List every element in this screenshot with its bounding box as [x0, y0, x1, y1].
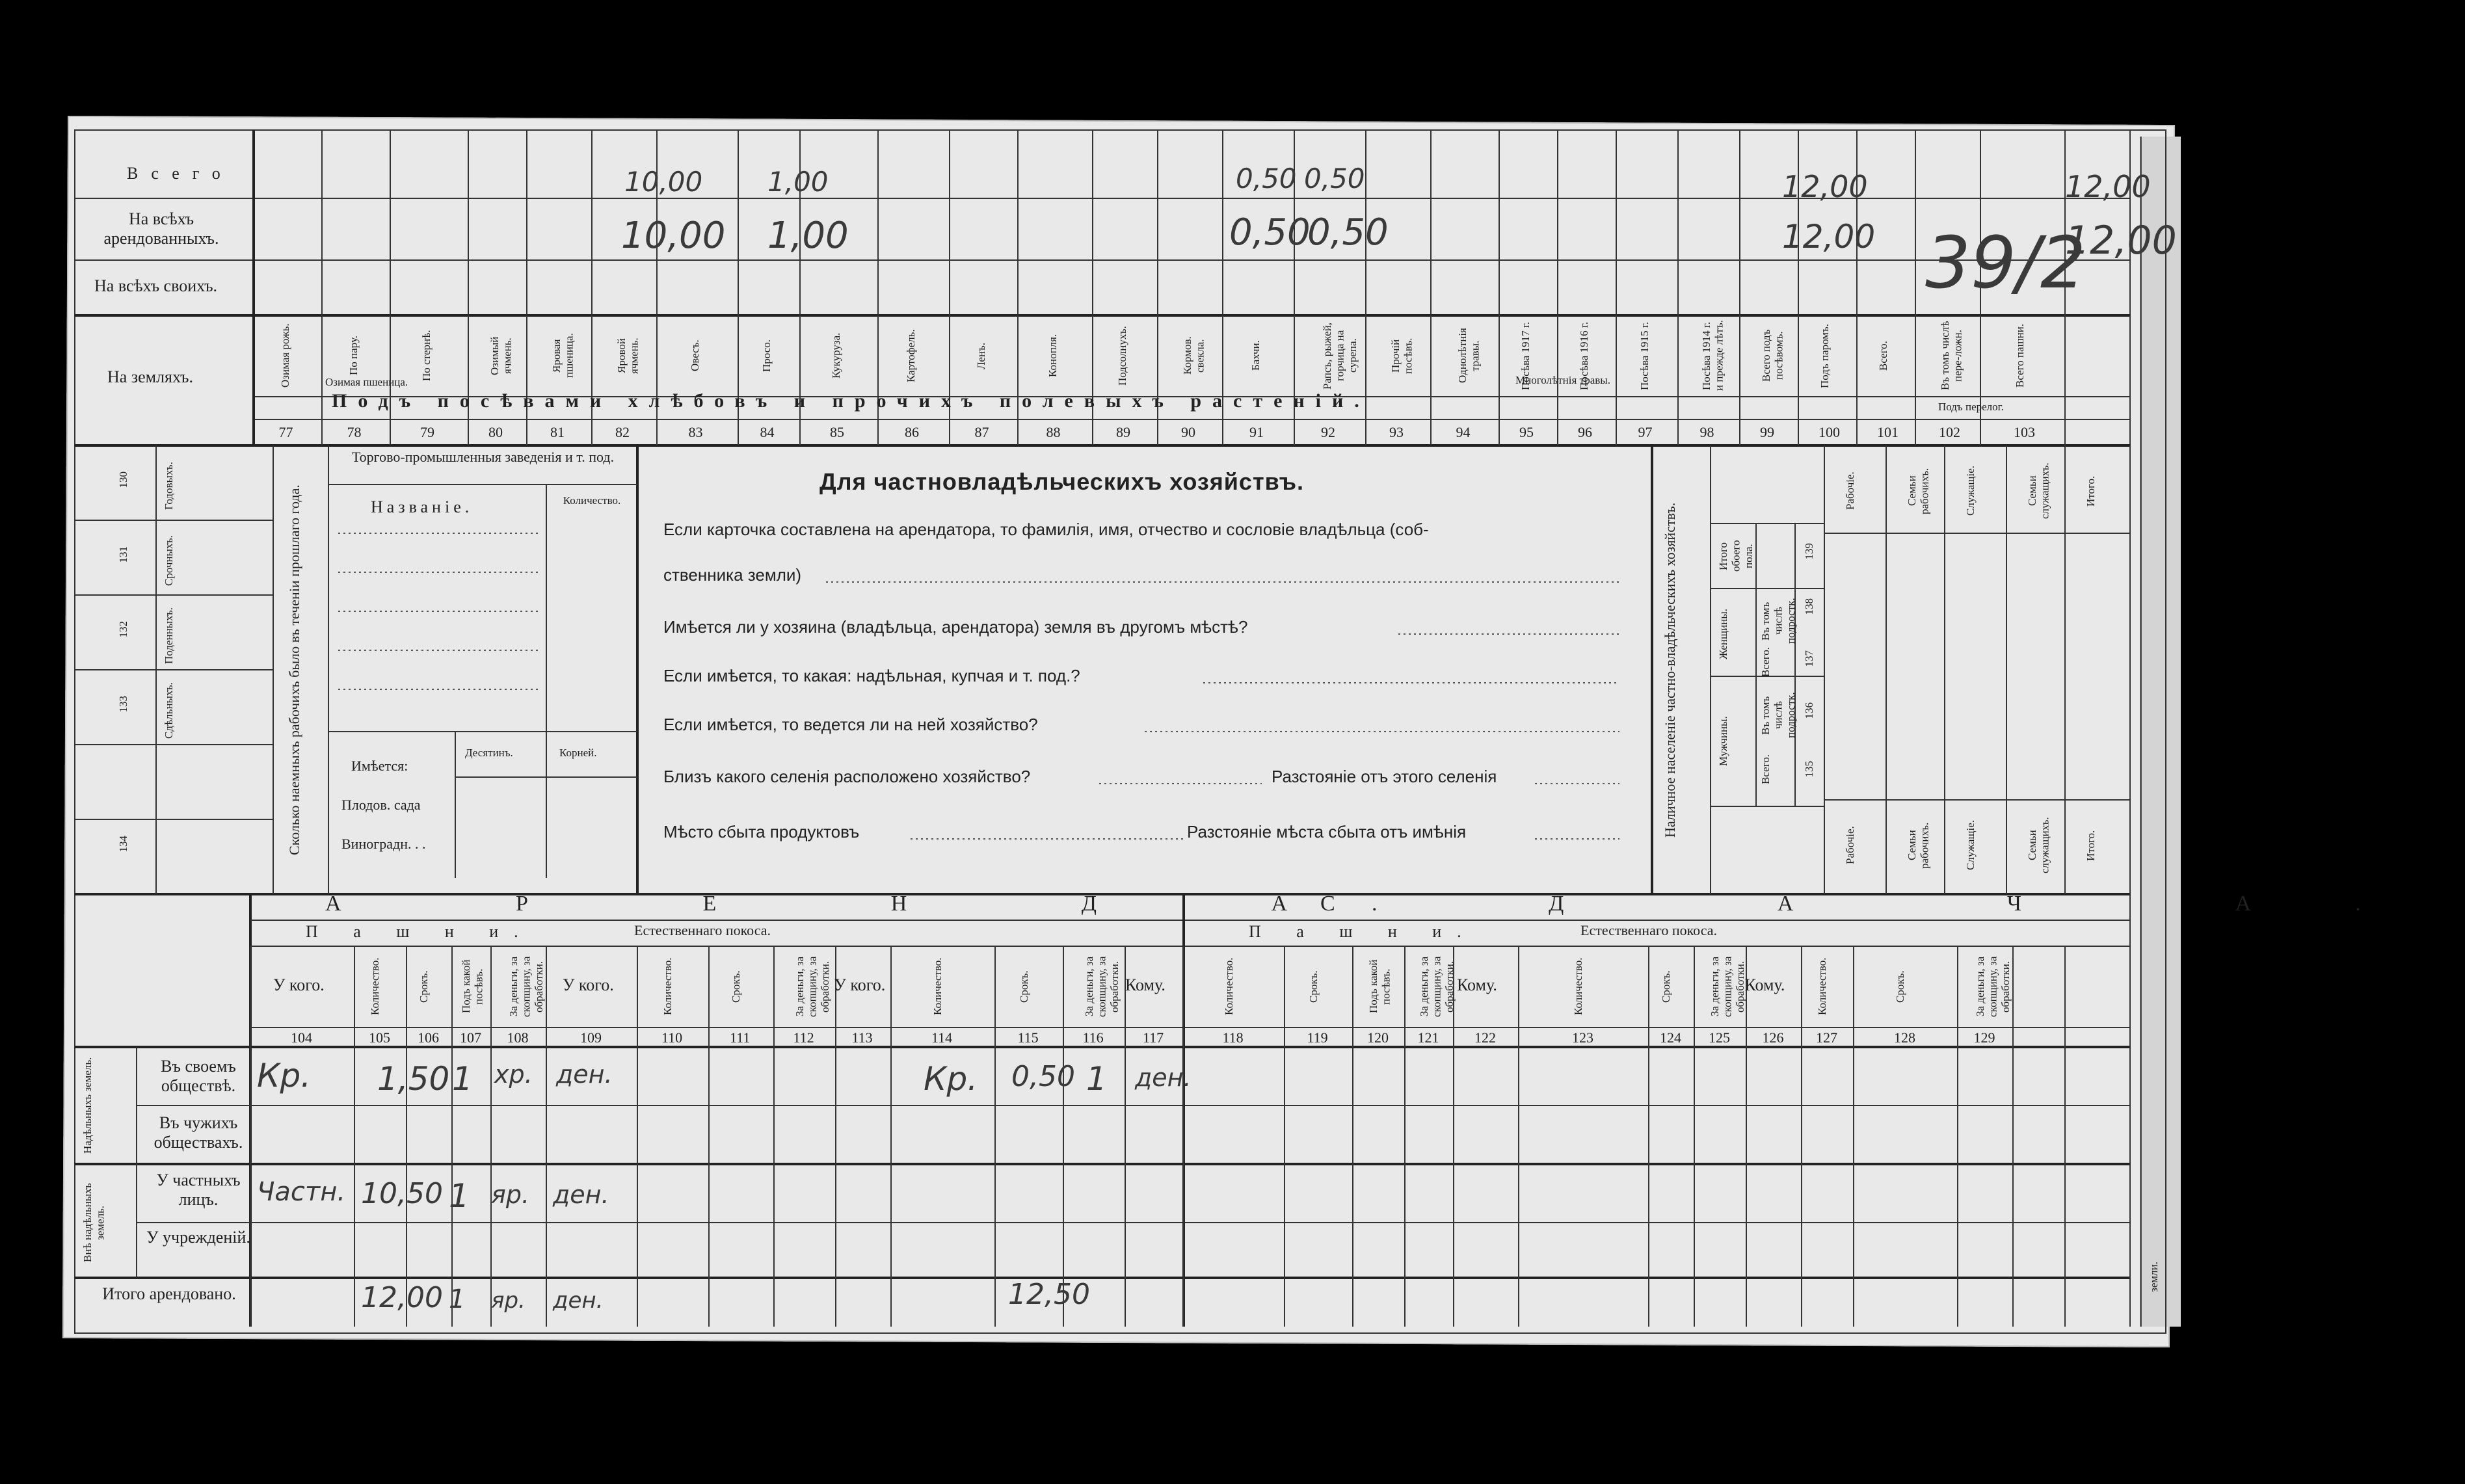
top-col-number: 82: [615, 424, 630, 440]
crop-header: Овесъ.: [688, 339, 701, 372]
lease-col-header: За деньги, за скопщину, за обработки.: [1082, 956, 1121, 1017]
lease-col-number: 114: [931, 1029, 953, 1046]
top-col-number: 103: [2014, 424, 2035, 440]
side-zemli: земли.: [2148, 1262, 2160, 1292]
imeetsya: Имѣется:: [351, 758, 408, 774]
arenda-pokos: Естественнаго покоса.: [634, 922, 771, 938]
crop-header: Конопля.: [1046, 334, 1059, 378]
pop-num-136: 136: [1803, 702, 1815, 719]
lease-col-header: Количество.: [1222, 957, 1235, 1016]
trade-title: Торгово-промышленныя заведенiя и т. под.: [351, 449, 615, 465]
hand-r1-ukogo: Кр.: [257, 1057, 312, 1094]
lease-col-number: 125: [1709, 1029, 1730, 1046]
hand-r1-posev: хр.: [494, 1060, 533, 1089]
hand-vsego-6: 12,00: [2065, 169, 2151, 204]
crop-header: Яровая пшеница.: [550, 333, 576, 378]
hand-r1-dengi-2: ден.: [1135, 1063, 1192, 1092]
lease-col-number: 126: [1762, 1029, 1784, 1046]
crop-header: Озимый ячмень.: [488, 336, 514, 375]
hand-r3-kol: 10,50: [361, 1177, 443, 1210]
row-label-na-zemlyakh: На земляхъ.: [107, 367, 193, 386]
lease-col-header: Срокъ.: [1017, 970, 1030, 1003]
lease-col-header: За деньги, за скопщину, за обработки.: [793, 956, 831, 1017]
mid-col-sdelnykh: Сдѣльныхъ.: [163, 682, 175, 739]
crop-header: Озимая рожь.: [278, 323, 291, 388]
hand-r3-ukogo: Частн.: [257, 1177, 346, 1207]
lease-col-header: За деньги, за скопщину, за обработки.: [1973, 956, 2012, 1017]
lease-col-number: 122: [1474, 1029, 1496, 1046]
hand-r1-srok: 1: [452, 1060, 473, 1098]
lease-col-header: Срокъ.: [1307, 970, 1320, 1003]
private-q5b: Разстоянiе отъ этого селенiя: [1272, 767, 1497, 786]
top-col-number: 85: [830, 424, 844, 440]
crop-header: Посѣва 1917 г.: [1519, 321, 1532, 390]
top-col-number: 93: [1389, 424, 1404, 440]
hand-arend-3: 0,50: [1229, 211, 1311, 254]
row-group-nadelnykh: Надѣльныхъ земель.: [81, 1057, 94, 1154]
top-col-number: 86: [905, 424, 919, 440]
lease-col-header: Подъ какой посѣвъ.: [1367, 959, 1392, 1014]
pop-col-header: Рабочiе.: [1844, 826, 1856, 865]
crop-header: Посѣва 1916 г.: [1578, 321, 1590, 390]
itogo-obshch: Итого обоего пола.: [1717, 540, 1755, 572]
private-q3: Если имѣется, то какая: надѣльная, купчая и т. под.?: [663, 666, 1080, 685]
hand-arend-5: 12,00: [1782, 218, 1876, 256]
pop-num-138: 138: [1803, 598, 1815, 615]
mnogoletnie-travy: Многолѣтнiя травы.: [1515, 374, 1610, 386]
pop-col-header: Итого.: [2085, 475, 2097, 507]
zhenshchiny: Женщины.: [1717, 609, 1729, 659]
mid-num-132: 132: [117, 621, 129, 638]
row-label-vsego: Всего: [127, 164, 233, 183]
lease-col-number: 120: [1367, 1029, 1389, 1046]
private-q5: Близъ какого селенiя расположено хозяйство?: [663, 767, 1031, 786]
row-group-vne: Внѣ надѣльныхъ земель.: [81, 1183, 107, 1262]
hand-vsego-3: 0,50: [1236, 163, 1297, 194]
row-label-arendovannykh: На всѣхъ арендованныхъ.: [103, 209, 219, 248]
crop-header: Кукуруза.: [830, 332, 842, 379]
lease-col-header: [2027, 951, 2056, 1022]
crop-header: Ленъ.: [974, 342, 987, 369]
lease-col-number: 111: [730, 1029, 751, 1046]
lease-col-number: 105: [369, 1029, 390, 1046]
lease-col-number: 129: [1973, 1029, 1995, 1046]
lease-col-header: За деньги, за скопщину, за обработки.: [1417, 956, 1456, 1017]
private-q4: Если имѣется, то ведется ли на ней хозяйство?: [663, 715, 1038, 734]
hand-big-number: 39/2: [1925, 221, 2086, 304]
korney: Корней.: [559, 747, 597, 759]
lease-col-number: 106: [418, 1029, 439, 1046]
mid-col-podennykh: Поденныхъ.: [163, 607, 175, 664]
hand-r1-ukogo-2: Кр.: [924, 1060, 978, 1098]
private-title: Для частновладѣльческихъ хозяйствъ.: [819, 468, 1305, 495]
lease-col-number: 115: [1017, 1029, 1039, 1046]
mid-col-godovykh: Годовыхъ.: [163, 462, 175, 510]
pop-col-header: Семьи служащихъ.: [2026, 817, 2051, 874]
lease-col-header: Количество.: [931, 957, 944, 1016]
lease-col-number: 128: [1894, 1029, 1915, 1046]
crop-header: Однолѣтнiя травы.: [1456, 328, 1482, 384]
lease-col-number: 123: [1572, 1029, 1593, 1046]
crop-header: Всего подъ посѣвомъ.: [1760, 329, 1785, 382]
mid-col-srochnykh: Срочныхъ.: [163, 535, 175, 587]
row-label-svoikh: На всѣхъ своихъ.: [94, 276, 218, 295]
crop-header: Яровой ячмень.: [615, 338, 641, 374]
crop-header: По стернѣ.: [420, 330, 433, 382]
muzhchiny: Мужчины.: [1717, 716, 1729, 767]
crop-header: Бахчи.: [1249, 340, 1262, 371]
pop-col-header: Итого.: [2085, 830, 2097, 861]
top-col-number: 77: [278, 424, 293, 440]
crop-header: Просо.: [760, 339, 773, 372]
hand-total-posev: яр.: [491, 1288, 526, 1314]
top-col-number: 83: [688, 424, 703, 440]
lease-col-number: 104: [291, 1029, 312, 1046]
lease-col-header: Количество.: [369, 957, 381, 1016]
lease-col-header: Кому.: [1125, 975, 1166, 994]
lease-col-number: 108: [507, 1029, 529, 1046]
lease-col-header: Срокъ.: [1894, 970, 1906, 1003]
lease-col-number: 110: [661, 1029, 683, 1046]
lease-col-header: За деньги, за скопщину, за обработки.: [1709, 956, 1747, 1017]
hand-r1-dengi: ден.: [556, 1060, 613, 1089]
private-q1b: ственника земли): [663, 565, 802, 585]
lease-col-number: 121: [1417, 1029, 1439, 1046]
trade-kolichestvo: Количество.: [563, 494, 621, 507]
crop-header: Картофель.: [905, 329, 917, 382]
top-col-number: 97: [1638, 424, 1653, 440]
row-uchrezhdeniy: У учрежденiй.: [146, 1228, 250, 1247]
pop-col-header: Служащiе.: [1964, 466, 1977, 516]
lease-col-header: Количество.: [1816, 957, 1828, 1016]
pop-col-header: Семьи рабочихъ.: [1906, 822, 1931, 869]
row-chuzhikh: Въ чужихъ обществахъ.: [153, 1113, 243, 1152]
top-col-number: 80: [488, 424, 503, 440]
pop-num-135: 135: [1803, 761, 1815, 778]
top-col-number: 88: [1046, 424, 1061, 440]
lease-col-number: 124: [1660, 1029, 1681, 1046]
private-q6: Мѣсто сбыта продуктовъ: [663, 822, 860, 841]
sdacha-pashni: П а ш н и.: [1249, 922, 1477, 941]
lease-col-number: 107: [460, 1029, 481, 1046]
top-col-number: 95: [1519, 424, 1534, 440]
crop-header: Посѣва 1915 г.: [1638, 321, 1651, 390]
hand-arend-1: 10,00: [621, 215, 726, 257]
banner: Подъ посѣвами хлѣбовъ и прочихъ полевыхъ растенiй.: [332, 390, 1370, 412]
top-col-number: 100: [1819, 424, 1840, 440]
top-col-number: 102: [1939, 424, 1960, 440]
top-col-number: 94: [1456, 424, 1471, 440]
pop-col-header: Семьи служащихъ.: [2026, 462, 2051, 520]
mid-num-134: 134: [117, 836, 129, 853]
top-col-number: 101: [1877, 424, 1899, 440]
lease-col-number: 117: [1143, 1029, 1164, 1046]
row-chastnykh: У частныхъ лицъ.: [156, 1171, 241, 1209]
top-col-number: 96: [1578, 424, 1592, 440]
top-col-number: 91: [1249, 424, 1264, 440]
lease-col-header: У кого.: [563, 975, 614, 994]
crop-header: Подсолнухъ.: [1116, 326, 1128, 386]
hand-r1-kol-2: 0,50: [1011, 1060, 1075, 1093]
top-col-number: 79: [420, 424, 434, 440]
lease-col-header: Срокъ.: [730, 970, 742, 1003]
private-q1: Если карточка составлена на арендатора, то фамилiя, имя, отчество и сословiе владѣльца (соб-: [663, 520, 1429, 539]
hand-total-srok: 1: [449, 1284, 466, 1314]
crop-header: Рапсъ, рыжей, горчица на сурепа.: [1321, 322, 1359, 390]
plodov-sada: Плодов. сада: [341, 797, 421, 813]
naemnye-rabochie-label: Сколько наемныхъ рабочихъ было въ теченiи прошлаго года.: [286, 484, 302, 855]
mid-num-130: 130: [117, 471, 129, 488]
lease-col-number: 112: [793, 1029, 814, 1046]
top-col-number: 89: [1116, 424, 1130, 440]
top-col-number: 92: [1321, 424, 1335, 440]
hand-arend-6: 12,00: [2065, 218, 2177, 263]
crop-header: Посѣва 1914 г. и прежде лѣтъ.: [1699, 320, 1726, 391]
row-svoem: Въ своемъ обществѣ.: [161, 1057, 236, 1095]
lease-col-header: Подъ какой посѣвъ.: [460, 959, 485, 1014]
private-q2: Имѣется ли у хозяина (владѣльца, арендатора) земля въ другомъ мѣстѣ?: [663, 617, 1248, 637]
mid-num-133: 133: [117, 696, 129, 713]
top-col-number: 98: [1699, 424, 1714, 440]
top-col-number: 99: [1760, 424, 1774, 440]
crop-header: Всего.: [1877, 341, 1889, 371]
lease-col-number: 109: [580, 1029, 602, 1046]
private-q6b: Разстоянiе мѣста сбыта отъ имѣнiя: [1187, 822, 1467, 841]
top-col-number: 78: [347, 424, 362, 440]
top-col-number: 90: [1181, 424, 1195, 440]
lease-col-number: 118: [1222, 1029, 1244, 1046]
vinogradn: Виноградн. . .: [341, 836, 426, 852]
hand-total-dengi: ден.: [553, 1288, 604, 1314]
hand-r3-srok: 1: [449, 1177, 470, 1215]
w-v-tom: Въ томъ числѣ подростк.: [1759, 598, 1798, 644]
hand-r1-kol: 1,50: [377, 1060, 450, 1098]
pop-col-header: Семьи рабочихъ.: [1906, 468, 1931, 514]
hand-vsego-2: 1,00: [767, 166, 829, 198]
hand-vsego-4: 0,50: [1304, 163, 1365, 194]
m-vsego: Всего.: [1759, 754, 1772, 784]
lease-col-number: 113: [851, 1029, 873, 1046]
lease-col-header: Кому.: [1744, 975, 1785, 994]
lease-col-header: Срокъ.: [418, 970, 430, 1003]
lease-col-number: 116: [1082, 1029, 1104, 1046]
crop-header: Всего пашни.: [2014, 323, 2026, 388]
crop-header: По пару.: [347, 336, 360, 376]
lease-col-number: 119: [1307, 1029, 1328, 1046]
m-v-tom: Въ томъ числѣ подростк.: [1759, 692, 1798, 739]
pod-pereloг: Подъ перелог.: [1938, 401, 2004, 413]
hand-vsego-5: 12,00: [1782, 169, 1868, 204]
hand-vsego-1: 10,00: [624, 166, 703, 198]
lease-col-header: Количество.: [661, 957, 674, 1016]
lease-col-header: За деньги, за скопщину, за обработки.: [507, 956, 545, 1017]
hand-total-kol-2: 12,50: [1008, 1278, 1090, 1311]
hand-r3-dengi: ден.: [553, 1180, 609, 1209]
ozimaya-pshenitsa: Озимая пшеница.: [325, 376, 408, 388]
crop-header: Подъ паромъ.: [1819, 323, 1831, 388]
lease-col-number: 127: [1816, 1029, 1837, 1046]
crop-header: Въ томъ числѣ пере-ложн.: [1939, 321, 1964, 391]
hand-total-kol: 12,00: [361, 1281, 443, 1314]
lease-col-header: Кому.: [1457, 975, 1497, 994]
mid-num-131: 131: [117, 546, 129, 563]
crop-header: Прочiй посѣвъ.: [1389, 338, 1415, 374]
sdacha-pokos: Естественнаго покоса.: [1580, 922, 1718, 938]
top-col-number: 84: [760, 424, 775, 440]
lease-col-header: У кого.: [834, 975, 886, 994]
lease-col-header: [2086, 951, 2114, 1022]
lease-col-header: У кого.: [273, 975, 325, 994]
pop-num-139: 139: [1803, 543, 1815, 560]
desyatin: Десятинъ.: [465, 747, 513, 759]
w-vsego: Всего.: [1759, 647, 1772, 677]
pop-col-header: Рабочiе.: [1844, 471, 1856, 510]
hand-r1-srok-2: 1: [1086, 1060, 1107, 1098]
sdacha-title: С Д А Ч А.: [1320, 892, 2465, 916]
hand-arend-2: 1,00: [767, 215, 849, 257]
arenda-title: А Р Е Н Д А.: [325, 892, 1462, 916]
trade-nazvanie: Названiе.: [371, 497, 473, 516]
arenda-pashni: П а ш н и.: [306, 922, 534, 941]
lease-col-header: Срокъ.: [1660, 970, 1672, 1003]
pop-num-137: 137: [1803, 650, 1815, 667]
crop-header: Кормов. свекла.: [1181, 336, 1206, 375]
hand-r3-posev: яр.: [491, 1180, 530, 1209]
pop-col-header: Служащiе.: [1964, 820, 1977, 871]
row-itogo: Итого арендовано.: [102, 1284, 236, 1303]
top-col-number: 81: [550, 424, 565, 440]
top-col-number: 87: [974, 424, 989, 440]
hand-arend-4: 0,50: [1307, 211, 1389, 254]
lease-col-header: Количество.: [1572, 957, 1584, 1016]
population-label: Наличное населенiе частно-владѣльческихъ хозяйствъ.: [1662, 502, 1678, 838]
